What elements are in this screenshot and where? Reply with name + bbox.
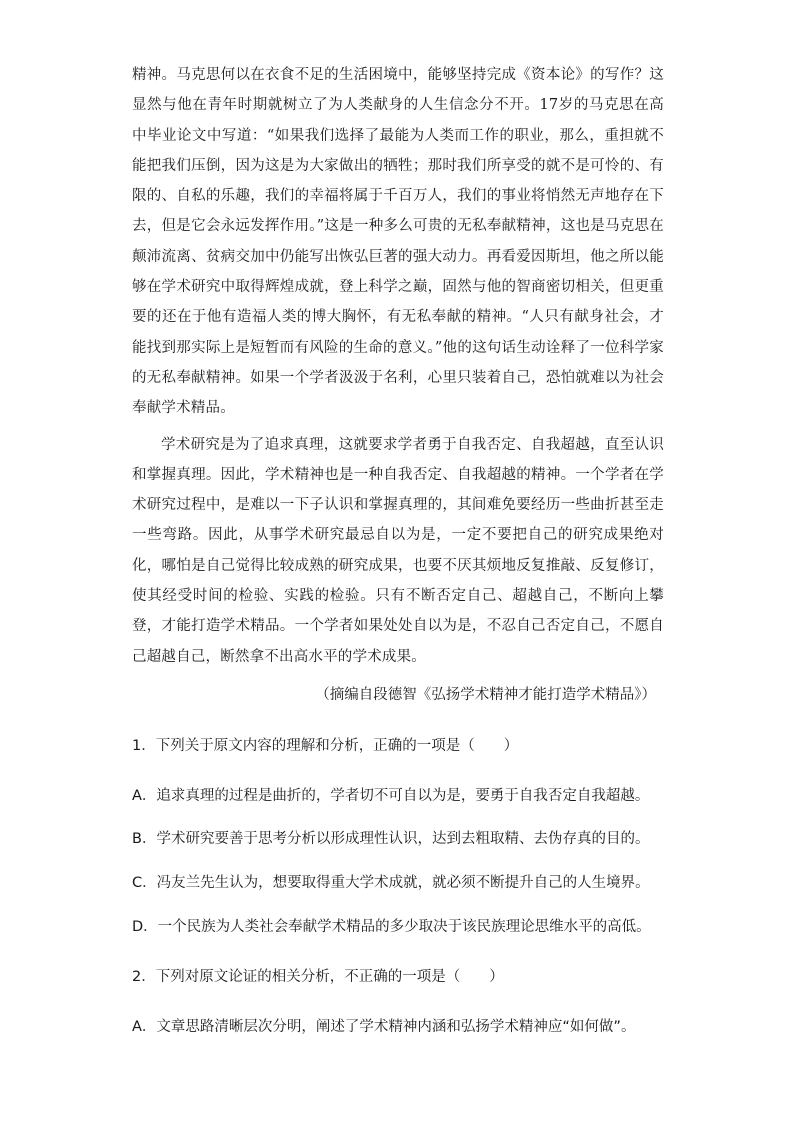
question-1-option-b: B．学术研究要善于思考分析以形成理性认识，达到去粗取精、去伪存真的目的。 — [132, 831, 650, 847]
question-1-stem: 1．下列关于原文内容的理解和分析，正确的一项是（ ） — [132, 738, 519, 754]
reading-passage — [132, 60, 664, 672]
passage-paragraph: 学术研究是为了追求真理，这就要求学者勇于自我否定、自我超越，直至认识和掌握真理。因此，学术精神也是一种自我否定、自我超越的精神。一个学者在学术研究过程中，是难以一下子认识和掌握真理的，其间难免要经历一些曲折甚至走一些弯路。因此，从事学术研究最忌自以为是，一定不要把自己的研究成果绝对化，哪怕是自己觉得比较成熟的研究成果，也要不厌其烦地反复推敲、反复修订，使其经受时间的检验、实践的检验。只有不断否定自己、超越自己，不断向上攀登，才能打造学术精品。一个学者如果处处自以为是，不忍自己否定自己，不愿自己超越自己，断然拿不出高水平的学术成果。 — [132, 436, 664, 665]
passage-paragraph: 精神。马克思何以在衣食不足的生活困境中，能够坚持完成《资本论》的写作？这显然与他在青年时期就树立了为人类献身的人生信念分不开。17岁的马克思在高中毕业论文中写道：“如果我们选择了最能为人类而工作的职业，那么，重担就不能把我们压倒，因为这是为大家做出的牺牲；那时我们所享受的就不是可怜的、有限的、自私的乐趣，我们的幸福将属于千百万人，我们的事业将悄然无声地存在下去，但是它会永远发挥作用。”这是一种多么可贵的无私奉献精神，这也是马克思在颠沛流离、贫病交加中仍能写出恢弘巨著的强大动力。再看爱因斯坦，他之所以能够在学术研究中取得辉煌成就，登上科学之巅，固然与他的智商密切相关，但更重要的还在于他有造福人类的博大胸怀，有无私奉献的精神。“人只有献身社会，才能找到那实际上是短暂而有风险的生命的意义。”他的这句话生动诠释了一位科学家的无私奉献精神。如果一个学者汲汲于名利，心里只装着自己，恐怕就难以为社会奉献学术精品。 — [132, 67, 664, 417]
question-2-stem: 2．下列对原文论证的相关分析，不正确的一项是（ ） — [132, 969, 504, 985]
passage-source: （摘编自段德智《弘扬学术精神才能打造学术精品》） — [315, 687, 656, 703]
question-1-option-a: A．追求真理的过程是曲折的，学者切不可自以为是，要勇于自我否定自我超越。 — [132, 788, 650, 804]
question-1-option-d: D．一个民族为人类社会奉献学术精品的多少取决于该民族理论思维水平的高低。 — [132, 919, 651, 935]
question-1-option-c: C．冯友兰先生认为，想要取得重大学术成就，就必须不断提升自己的人生境界。 — [132, 875, 650, 891]
question-2-option-a: A．文章思路清晰层次分明，阐述了学术精神内涵和弘扬学术精神应“如何做”。 — [132, 1019, 636, 1035]
